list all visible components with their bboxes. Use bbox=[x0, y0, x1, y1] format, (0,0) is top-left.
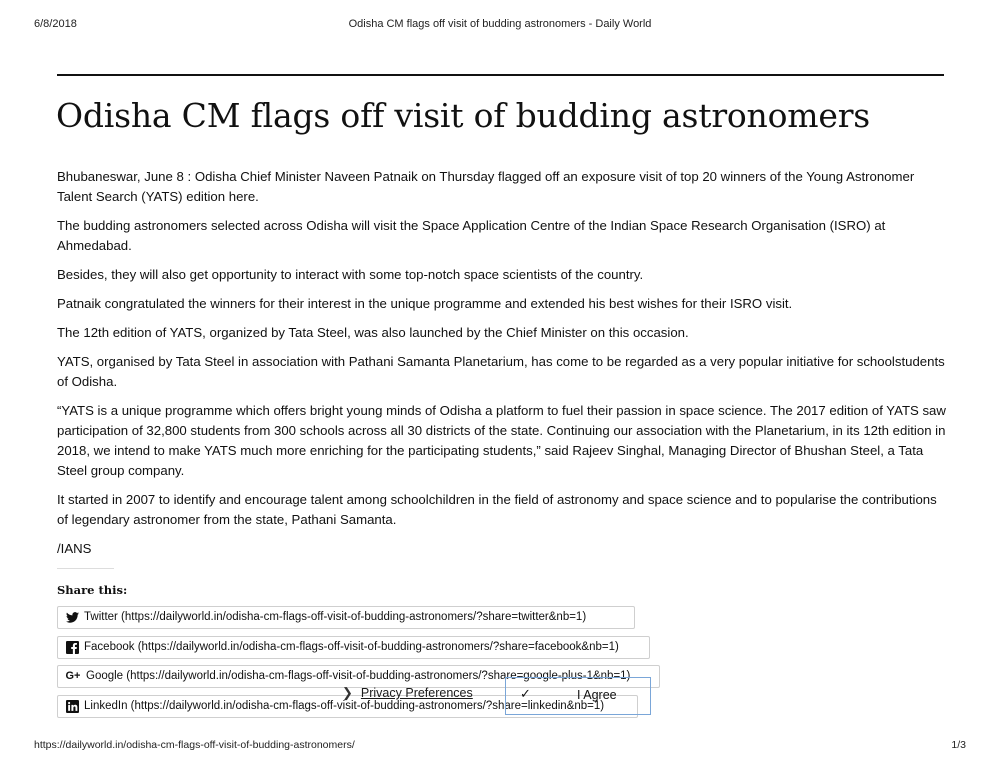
checkmark-icon: ✓ bbox=[520, 686, 531, 701]
share-facebook-label: Facebook (https://dailyworld.in/odisha-cm-flags-off-visit-of-budding-astronomers/?share=facebook&nb=1) bbox=[84, 641, 619, 653]
headline-rule bbox=[57, 74, 944, 76]
share-divider bbox=[57, 568, 114, 569]
article-paragraph: Bhubaneswar, June 8 : Odisha Chief Minister Naveen Patnaik on Thursday flagged off an exposure visit of top 20 winners of the Young Astronomer Talent Search (YATS) edition here. bbox=[57, 169, 915, 204]
cookie-privacy-link[interactable] bbox=[342, 683, 473, 703]
article-paragraph: It started in 2007 to identify and encourage talent among schoolchildren in the field of astronomy and space science and to popularise the contributions of legendary astronomer from the state, Pathani Samanta. bbox=[57, 492, 937, 527]
article-paragraph: YATS, organised by Tata Steel in association with Pathani Samanta Planetarium, has come to be regarded as a very popular initiative for schoolstudents of Odisha. bbox=[57, 354, 945, 389]
article-paragraph: “YATS is a unique programme which offers bright young minds of Odisha a platform to fuel their passion in space science. The 2017 edition of YATS saw participation of 32,800 students from 300 schools across all 30 districts of the state. Continuing our association with the Planetarium, in its 12th edition in 2018, we intend to make YATS much more enriching for the participating students,” said Rajeev Singhal, Managing Director of Bhushan Steel, a Tata Steel group company. bbox=[57, 403, 946, 478]
article-paragraph: Besides, they will also get opportunity to interact with some top-notch space scientists of the country. bbox=[57, 267, 644, 282]
article-paragraph: Patnaik congratulated the winners for their interest in the unique programme and extended his best wishes for their ISRO visit. bbox=[57, 296, 793, 311]
facebook-icon bbox=[65, 641, 79, 655]
share-linkedin-label: LinkedIn (https://dailyworld.in/odisha-cm-flags-off-visit-of-budding-astronomers/?share=linkedin&nb=1) bbox=[84, 700, 605, 712]
share-twitter-label: Twitter (https://dailyworld.in/odisha-cm-flags-off-visit-of-budding-astronomers/?share=twitter&nb=1) bbox=[84, 611, 587, 623]
page-number: 1/3 bbox=[951, 739, 966, 751]
google-plus-icon: G+ bbox=[65, 670, 81, 682]
print-title: Odisha CM flags off visit of budding astronomers - Daily World bbox=[348, 18, 652, 30]
share-twitter-button[interactable] bbox=[57, 606, 635, 629]
article-paragraph: The budding astronomers selected across Odisha will visit the Space Application Centre of the Indian Space Research Organisation (ISRO) at Ahmedabad. bbox=[57, 218, 886, 253]
article-body bbox=[57, 167, 947, 568]
privacy-preferences-label: Privacy Preferences bbox=[360, 686, 473, 700]
share-google-label: Google (https://dailyworld.in/odisha-cm-flags-off-visit-of-budding-astronomers/?share=google-plus-1&nb=1) bbox=[86, 670, 631, 682]
share-title: Share this: bbox=[57, 583, 128, 597]
twitter-icon bbox=[65, 611, 79, 625]
agree-label: I Agree bbox=[577, 688, 617, 702]
article-source: /IANS bbox=[57, 541, 92, 556]
chevron-right-icon: ❯ bbox=[342, 685, 353, 700]
article-paragraph: The 12th edition of YATS, organized by Tata Steel, was also launched by the Chief Minister on this occasion. bbox=[57, 325, 689, 340]
linkedin-icon bbox=[65, 700, 79, 714]
share-facebook-button[interactable] bbox=[57, 636, 650, 659]
print-url: https://dailyworld.in/odisha-cm-flags-off-visit-of-budding-astronomers/ bbox=[34, 739, 355, 751]
article-headline: Odisha CM flags off visit of budding astronomers bbox=[56, 96, 871, 135]
print-date: 6/8/2018 bbox=[34, 18, 77, 30]
